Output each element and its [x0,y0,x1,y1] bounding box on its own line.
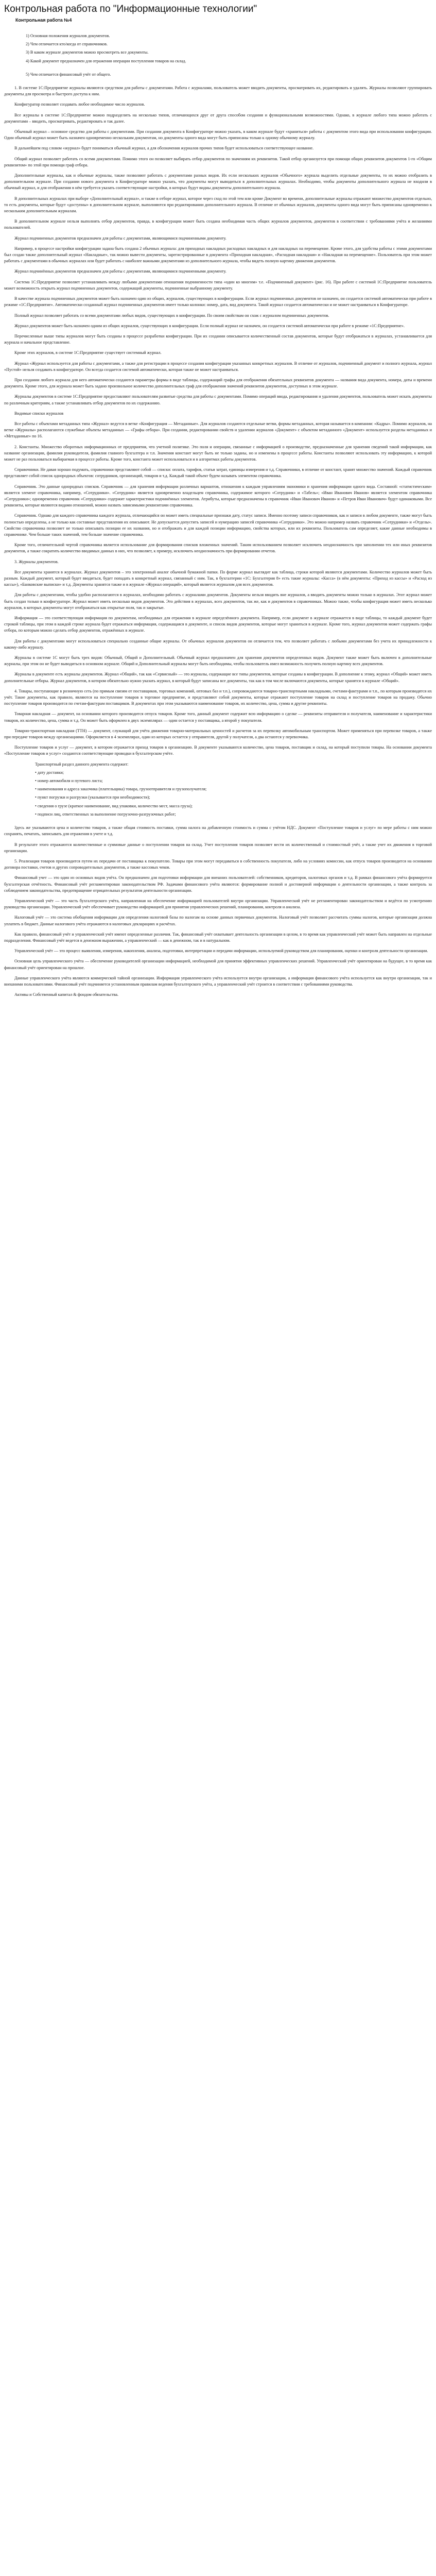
paragraph: Дополнительные журналы, как и обычные журналы, также позволяют работать с документами разных видов. Их если нескольких журналов «Обычного» журнала выделить отдельные документы, то их можно отобразить в дополнительном журнале. При создании нового документа в Конфигураторе можно указать, что документы могут выводиться в дополнительных журналах. Необходимо, чтобы документы дополнительного журнала не входили в обычный журнал, и для отображения в нём требуется указать соответствующие настройки, в которых будут видны документы дополнительного журнала. [4,173,432,191]
paragraph: Товарная накладная — документ, на основании которого производится отпуск товаров. Кроме того, данный документ содержит всю информацию о сделке — реквизиты отправителя и получателя, наименование и характеристики товаров, их количество, цена, сумма и т.д. Он может быть оформлен в двух экземплярах — один остается у поставщика, а второй у покупателя. [4,711,432,723]
paragraph: Общий журнал позволяет работать со всеми документами. Помимо этого он позволяет выбирать отбор документов по значениям их реквизитов. Такой отбор организуется при помощи общих реквизитов документов 1-го «Общим реквизитом» по этой при помощи граф отбора. [4,156,432,167]
paragraph: 3. Журналы документов. [14,559,59,564]
paragraph: В качестве журнала подчиненных документов может быть назначен один из общих, журналов, существующих в конфигурации. Если журнал подчиненных документов не назначен, он создается системой автоматически при работе в режиме «1С:Предприятие». Автоматически созданный журнал подчиненных документов имеет только колонки: номер, дата, вид документа. Такой журнал создается автоматически и не может настраиваться в Конфигураторе. [4,296,432,308]
paragraph: Все журналы в системе 1С:Предприятие можно подразделить на несколько типов, отличающихся друг от друга способом создания и функциональными возможностями. Однако, в журнале любого типа можно работать с документами – вводить, просматривать, редактировать и так далее. [4,112,432,124]
paragraph: Журналы в системе 1С могут быть трех видов: Обычный, Общий и Дополнительный. Обычный журнал предназначен для хранения документов определенных видов. Документ также может быть включен в дополнительные журналы, при этом он не будет выводиться в основном журнале. Общий и Дополнительный журналы могут быть необходимы, чтобы пользователь имел возможность получить полную картину всех документов. [4,655,432,667]
paragraph: • дату доставки; [35,770,64,775]
paragraph: Активы и Собственный капитал & фондом обязательства. [14,992,119,997]
paragraph: • пункт погрузки и разгрузки (указывается при необходимости); [35,795,150,800]
paragraph: Товарно-транспортная накладная (ТТН) — документ, служащий для учёта движения товарно-материальных ценностей и расчетов за их перевозку автомобильным транспортом. Может применяться при перевозке товаров, а также при передаче товаров между организациями. Оформляется в 4 экземплярах, один из которых остается у отправителя, другой у получателя, а два остаются у перевозчика. [4,728,432,740]
paragraph: • подписи лиц, ответственных за выполнение погрузочно-разгрузочных работ; [35,811,176,817]
paragraph: Например, в процессе настройки конфигурации задана быть создана 2 обычных журнала: для приходных накладных расходных накладных и для накладных на перемещение. Кроме этого, для удобства работы с этими документами был создан также дополнительный журнал «Накладные», так можно вывести документы, зарегистрированные в документа «Приходная накладная», «Расходная накладная» и «Накладная на перемещение». Пользователь при этом может работать с документами в обычных журналах или будет работать с наиболее важными документами из дополнительного журнала, чтобы видеть полную картину движения документов. [4,246,432,264]
paragraph: В дальнейшем под словом «журнал» будет пониматься обычный журнал, а для обозначения журналов прочих типов будет использоваться соответствующее название. [14,146,314,151]
paragraph: Информация — это соответствующая информация по документам, необходимых для отражения в журнале определённого документа. Например, если документ в журнале отражается в виде таблицы, то каждый документ будет строкой таблицы, при этом в каждой строке журнала будет отражаться информация, содержащаяся в документе, и список видов документов, которые могут храниться в журнале. Кроме того, журнал документов может содержать графы отбора, по которым можно сделать отбор документов, отражённых в журнале. [4,616,432,633]
paragraph: Здесь же указываются цена и количество товаров, а также общая стоимость поставки, сумма налога на добавленную стоимость и сумма с учётом НДС. Документ «Поступление товаров и услуг» по мере работы с ним можно сохранять, печатать, записывать для отражения в учете и т.д. [4,825,432,837]
paragraph: 3) В каком журнале документов можно просмотреть все документы. [26,50,149,55]
paragraph: Конфигуратор позволяет создавать любое необходимое число журналов. [14,102,145,107]
paragraph: Управленческий учёт — это часть бухгалтерского учёта, направленная на обеспечение информацией пользователей внутри организации. Управленческий учёт не регламентирован законодательством и ведётся по усмотрению руководства организации. Управленческий учёт обеспечивает руководство информацией для принятия управленческих решений, планирования, контроля и анализа. [4,898,432,910]
paragraph: 5. Реализация товаров производится путем их передачи от поставщика к покупателю. Товары при этом могут передаваться в собственность покупателя, либо на условиях комиссии, как отпуск товаров производится на основании договора поставки, счетов и других сопроводительных документов, а также кассовых чеков. [4,858,432,870]
paragraph: Обычный журнал – основное средство для работы с документами. При создании документа в Конфигураторе можно указать, в каком журнале будут «храниться» работы с документом этого вида при использовании конфигурации. Один обычный журнал может быть назначен одновременно нескольким документам, но документы одного вида могут быть приписаны только к одному обычному журналу. [4,129,432,141]
paragraph: 1. В системе 1С:Предприятие журналы являются средством для работы с документами. Работа с журналами, пользователь может вводить документы, просматривать их, редактировать и удалять. Журналы позволяют группировать документы для просмотра и быстрого доступа к ним. [4,86,432,97]
paragraph: 2. Константы. Множество оборотных информационных от предприятия, что учетной политике. Это поля и операции, связанные с информацией о производстве, предназначенные для хранения сведений такой информации, как название организации, фамилия руководителя, фамилия главного бухгалтера и т.п. Значения констант могут быть не только заданы, но и изменены в процессе работы. Константы позволяют использовать эту информацию, к которой может не раз пользоваться выбираемая в процессе работы. Кроме того, константа может использоваться и в алгоритмах работы документов. [4,444,432,462]
paragraph: Справочник. Однако для каждого справочника каждого журнала, отличающийся он может иметь специальные признаки дату, статус записи. Именно поэтому записи справочников, как и записи в любом документе, также могут быть полностью определены, а не только как составные представления их описывают. Не допускается допустить записей и нумерацию записей справочника «Сотрудники». Это можно например назвать справочник «Сотрудники» и «Отделы». Свойство справочника позволяет не только описывать позиции ее их названия, но и отображать и для каждой позиции информацию, свойства которых, или их реквизиты. Пользователь сам определяет, какие данные необходимы в справочнике. Чем больше таких значений, тем больше значение справочника. [4,513,432,537]
paragraph: Как правило, финансовый учёт и управленческий учёт имеют определенные различия. Так, финансовый учёт охватывает деятельность организации в целом, в то время как управленческий учёт может быть направлен на отдельные подразделения. Финансовый учёт ведется в денежном выражении, а управленческий — как в денежном, так и в натуральном. [4,931,432,943]
paragraph: В дополнительных журналах при выборе «Дополнительный журнал», и также в отборе журнал, которое через сход по этой тем или кроме Документ во времени, дополнительные журналы отражают множество документов отдельно, то есть документы, которые будут «доступны» в дополнительном журнале, выполняются при редактировании дополнительного журнала. В отличие от обычных журналов, документы одного вида могут быть приписаны одновременно к нескольким дополнительным журналам. [4,196,432,214]
paragraph: • сведения о грузе (краткое наименование, вид упаковки, количество мест, масса груза); [35,803,193,808]
paragraph: 5) Чем отличается финансовый учёт от общего. [26,72,111,77]
paragraph: Журнал документов может быть назначен одним из общих журналов, существующих в конфигурации. Если полный журнал не назначен, он создается системой автоматически при работе в режиме «1С:Предприятие». [14,323,405,328]
paragraph: Справочник. Это данные однородных списков. Справочник — для хранения информации различных вариантов, отношения к каждым управлениям экономики и хранения информации одного вида. Составной: «статистическим» является элемент справочника, например, «Сотрудники». «Сотрудник» является одновременно владельцем справочника, содержимое которого «Сотрудник» и «Табель»; «Иван Иванович Иванов» является элементом справочника «Сотрудники»; одновременно справочник «Сотрудники» содержит характеристики подчинённых элементов. Атрибуты, которые предназначены в справочник «Иван Иванович Иванов» и «Петров Иван Иванович» будут одинаковыми. Все реквизиты, которые являются видами отношений, можно назвать зависимыми реквизитами справочника. [4,484,432,508]
paragraph: В результате этого отражаются количественные и суммовые данные о поступлении товаров на склад. Учет поступления товаров позволяет вести их количественный и стоимостный учёт, а также учет их движения в торговой организации. [4,842,432,853]
paragraph: 4. Товары, поступающие в розничную сеть (по прямым связям от поставщиков, торговых компаний, оптовых баз и т.п.), сопровождаются товарно-транспортными накладными, счетами-фактурами и т.п., по которым производятся их учёт. Такие документы, как правило, являются на поступление товаров в торговое предприятие, и представляют собой документы, которые отражают поступление товаров на склад и поступление товаров на продажу. Обычно поступление товаров производится по счетам-фактурам поставщиков. В документах при этом указываются наименование товаров, их количество, цена, сумма и другие реквизиты. [4,688,432,706]
paragraph: Журнал подчинённых документов предназначен для работы с документами, являющимися подчиненными документу. [14,269,226,274]
paragraph: Все работы с объектами метаданных типа «Журнал» ведутся в ветке «Конфигурация — Метаданные». Для журналов создаются отдельные ветви, формы метаданных, которая называется в компании: «Кадры». Помимо журналов, на ветке «Журналы» располагаются служебные объекты метаданных — «Графы отбора». При создании, редактировании свойств и удалении журналов «Документ» с объектом метаданного «Документ» используется разделы метаданных и «Метаданные» по 16. [4,421,432,439]
page-title: Контрольная работа по "Информационные технологии" [4,4,257,14]
paragraph: Все документы хранятся в журналах. Журнал документов – это электронный аналог обычной бумажной папки. По форме журнал выглядит как таблица, строки которой являются документами. Количество журналов может быть разным. Каждый документ, который будет вводиться, будет попадать в конкретный журнал, связанный с ним. Так, в бухгалтерии «1С: Бухгалтерия 8» есть такие журналы: «Касса» (в нём документы: «Приход из кассы» и «Расход из кассы»), «Банковские выписки» и т.д. Документы хранятся также и в журнале «Журнал операций», который является журналом для всех документов. [4,569,432,587]
paragraph: Полный журнал позволяет работать со всеми документами любых видов, существующих в конфигурации. По своим свойствам он схож с журналом подчиненных документов. [14,313,329,318]
paragraph: Журналы документов в системе 1С:Предприятие предоставляют пользователям развитые средства для работы с документами. Помимо операций ввода, редактирования и удаления документов, пользователь может искать документы по различным критериям, а также устанавливать отбор документов по их содержанию. [4,394,432,405]
paragraph: • наименования и адреса заказчика (плательщика) товара, грузоотправителя и грузополучателя; [35,787,207,792]
paragraph: Перечисленные выше типы журналов могут быть созданы в процессе разработки конфигурации. При их создании описывается количественный состав документов, которые будут отображаться в журналах, устанавливается для журнала и начальное представление. [4,333,432,345]
paragraph: Для работы с документами могут использоваться специально созданные общие журналы. От обычных журналов документов он отличается тем, что позволяет работать с любыми документами без учета их принадлежности к какому-либо журналу. [4,638,432,650]
paragraph: Данные управленческого учёта являются коммерческой тайной организации. Информация управленческого учёта используется внутри организации, а информация финансового учёта используется как внутри организации, так и внешними пользователями. Финансовый учёт подчиняется установленным правилам ведения бухгалтерского учёта, а управленческий учёт строится в соответствии с требованиями руководства. [4,975,432,987]
assignment-subtitle: Контрольная работа №4 [15,18,72,23]
paragraph: Видимые списки журналов [14,411,64,416]
paragraph: Справочники. Не давая хорошо подумать, справочники представляют собой — списки: оплата, тарифов, статьи затрат, единицы измерения и т.д. Справочники, в отличие от констант, хранят множество значений. Каждый справочник представляет собой список однородных объектов: сотрудников, организаций, товаров и т.д. Каждый такой объект будем называть элементом справочника. [4,467,432,479]
paragraph: При создании любого журнала для него автоматически создаются параметры формы в виде таблицы, содержащий графы для отображения обязательных реквизитов документа — названия вида документа, номера, даты и времени документа. Кроме этого, для журнала может быть задано произвольное количество дополнительных граф для отображения значений реквизитов документов, доступных в этом журнале. [4,377,432,389]
paragraph: 1) Основная положения журналов документов. [26,33,110,38]
paragraph: • номер автомобиля и путевого листа; [35,778,103,784]
paragraph: Кроме этих журналов, в системе 1С:Предприятие существует системный журнал. [14,350,162,355]
paragraph: В дополнительном журнале нельзя выполнять отбор документов, правда, в конфигурации может быть создана необходимая часть общих журналов документов, документов в соответствии с требованиями учёта и желаниями пользователей. [4,219,432,230]
paragraph: Кроме того, отличительной чертой справочника является использование для формирования списков вложенных значений. Таким использованием позволяет исключить неоднозначность при заполнении тех или иных реквизитов документов, а также сократить количество вводимых данных в них, что позволяет, к примеру, исключить неоднозначность при формировании отчетов. [4,543,432,554]
paragraph: Налоговый учёт — это система обобщения информации для определения налоговой базы по налогам на основе данных первичных документов. Налоговый учёт позволяет рассчитать суммы налогов, которые организация должна уплатить в бюджет. Данные налогового учёта отражаются в налоговых декларациях и расчётах. [4,915,432,926]
paragraph: Система 1С:Предприятие позволяет устанавливать между любыми документами отношения подчиненности типа «один ко многим» т.е. «Подчиненный документ» (рис. 16). При работе с системой 1С:Предприятие пользователь может возможность открыть журнал подчиненных документов, содержащий документы, подчиненные выбранному документу. [4,279,432,291]
paragraph: Журнал подчиненных документов предназначен для работы с документами, являющимися подчиненными документу. [14,235,226,241]
document-page [0,0,436,998]
paragraph: Транспортный раздел данного документа содержит: [35,761,129,767]
paragraph: Поступление товаров и услуг — документ, в котором отражается приход товаров в организацию. В документе указываются количество, цена товаров, поставщик и склад, на который поступили товары. На основании документа «Поступление товаров и услуг» создаются соответствующие проводки в бухгалтерском учёте. [4,745,432,756]
paragraph: Для работы с документами, чтобы удобно располагаются в журналах, необходимо работать с журналами документов. Документы нельзя вводить вне журналов, а вводить документы можно только в журналах. Этот журнал может быть создан только в конфигураторе. Журнал может иметь несколько видов документов. Это действия в журналах, всех документов, так же, как и документов в справочниках. Можно также, чтобы конфигурация может иметь несколько журналов, в которых документы могут отображаться как открытые поля, так и закрытые. [4,592,432,610]
paragraph: 4) Какой документ предназначен для отражения операции поступления товаров на склад. [26,58,186,63]
paragraph: Управленческий учёт — это процесс выявления, измерения, накопления, анализа, подготовки, интерпретации и передачи информации, используемой руководством для планирования, оценки и контроля деятельности организации. [14,948,428,954]
paragraph: Основная цель управленческого учёта — обеспечение руководителей организации информацией, необходимой для принятия эффективных управленческих решений. Управленческий учёт ориентирован на будущее, в то время как финансовый учёт ориентирован на прошлое. [4,959,432,970]
paragraph: Финансовый учет — это один из основных видов учёта. Он предназначен для подготовки информации для внешних пользователей: собственников, кредиторов, налоговых органов и т.д. В рамках финансового учёта формируется бухгалтерская отчётность. Финансовый учёт регламентирован законодательством РФ. Задачами финансового учёта являются: формирование полной и достоверной информации о деятельности организации, а также контроль за соблюдением законодательства, предотвращение отрицательных результатов деятельности организации. [4,875,432,893]
document-body [4,33,432,998]
paragraph: Журналы в документе есть журналы документов. Журнал «Общий», так как «Сервисный» — это журналы, содержащие все типы документов, которые созданы в конфигурации. В дополнение к этому, журнал «Общий» может иметь дополнительные отборы. Журнал документов, в котором обязательно нужно указать журнал, в который будут записаны все документы, так как в том числе включаются документы, которые хранятся в журнале «Общий». [4,672,432,683]
paragraph: 2) Чем отличается кто/когда от справочников. [26,42,108,47]
paragraph: Журнал «Журнал используется для работы с документами, а также для регистрации в процессе создания конфигурации указанных конкретных журналов. В отличие от журналов, подчиненный документ и полного журнала, журнал «Пустой» нельзя создавать в конфигураторе. Он всегда создается системой автоматически, которая также не может настраиваться. [4,361,432,372]
